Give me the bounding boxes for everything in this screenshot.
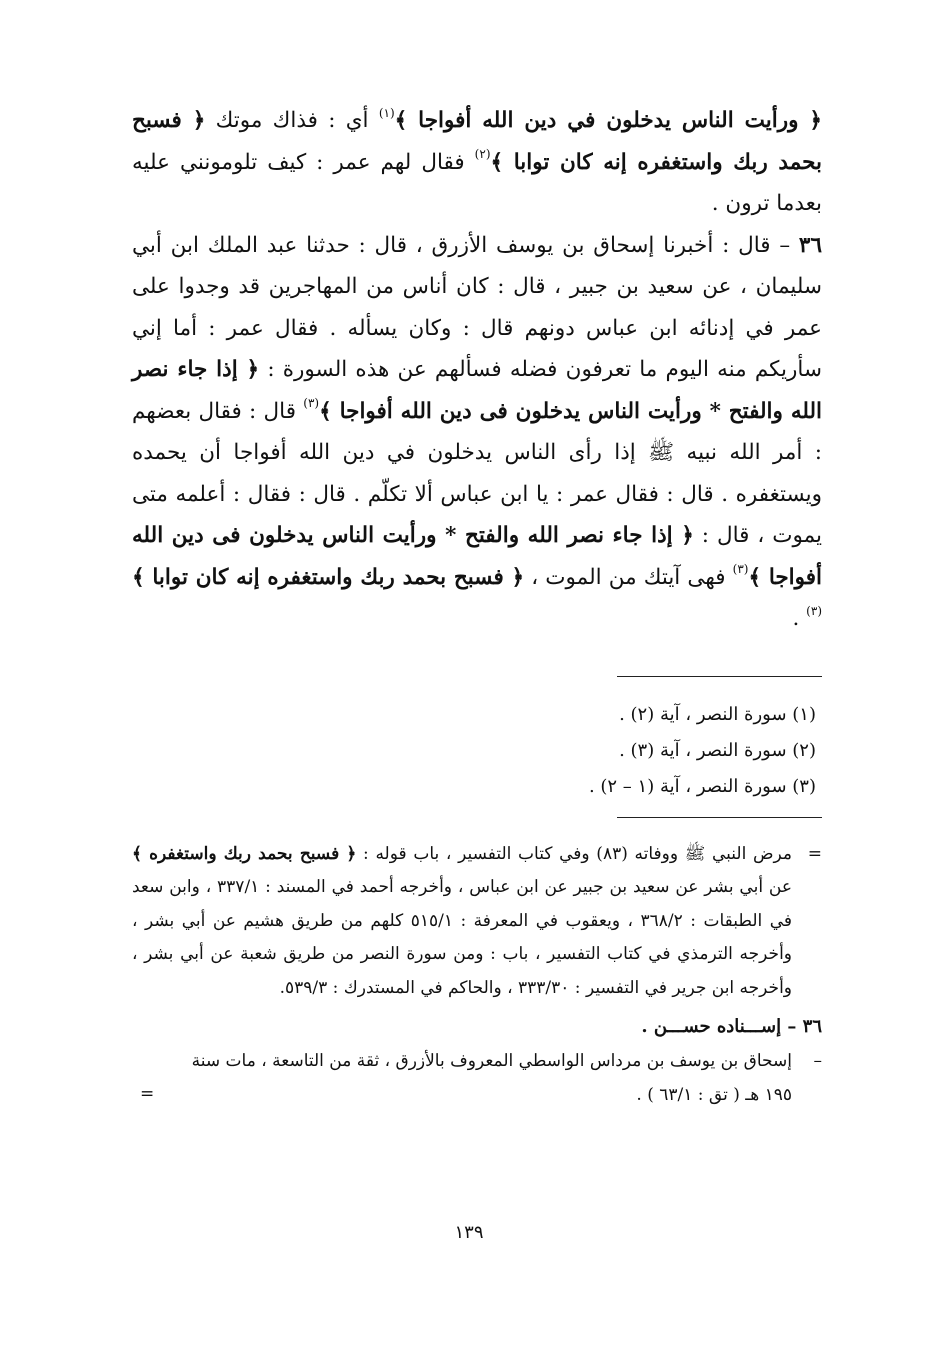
commentary-note <box>132 838 822 1006</box>
narrator-note <box>132 1045 822 1112</box>
paragraph-1 <box>132 100 822 225</box>
quran-verse: ﴿ ورأيت الناس يدخلون في دين الله أفواجا ﴾ <box>394 108 822 133</box>
quran-verse: ﴿ فسبح بحمد ربك واستغفره ﴾ <box>132 843 357 864</box>
narrator-text: إسحاق بن يوسف بن مرداس الواسطي المعروف بالأزرق ، ثقة من التاسعة ، مات سنة ١٩٥ هـ ( تق : ٦٣/١ ) . <box>191 1051 792 1105</box>
commentary-text: مرض النبي ﷺ ووفاته (٨٣) وفي كتاب التفسير ، باب قوله : ﴿ فسبح بحمد ربك واستغفره ﴾ عن أبي بشر عن سعيد بن جبير عن ابن عباس ، وأخرجه أحمد في المسند : ٣٣٧/١ ، وابن سعد في الطبقات : ٣٦٨/٢ ، ويعقوب في المعرفة : ٥١٥/١ كلهم من طريق هشيم عن أبي بشر ، وأخرجه الترمذي في كتاب التفسير ، باب : ومن سورة النصر من طريق شعبة عن أبي بشر ، وأخرجه ابن جرير في التفسير : ٣٣٣/٣٠ ، والحاكم في المستدرك : ٥٣٩/٣. <box>132 843 793 998</box>
footnote-divider <box>617 676 822 677</box>
text: قال : فقال بعضهم : أمر الله نبيه ﷺ إذا رأى الناس يدخلون في دين الله أفواجا أن يحمده ويستغفره . قال : فقال عمر : يا ابن عباس ألا تكلّم . قال : فقال : أعلمه متى يموت ، قال : <box>132 398 822 548</box>
text: . <box>792 606 807 631</box>
paragraph-2 <box>132 225 822 640</box>
text: – قال : أخبرنا إسحاق بن يوسف الأزرق ، قال : حدثنا عبد الملك ابن أبي سليمان ، عن سعيد بن جبير ، قال : كان أناس من المهاجرين قد وجدوا على عمر في إدنائه ابن عباس دونهم قال : وكان يسأله . فقال عمر : أما إني سأريكم منه اليوم ما تعرفون فضله فسألهم عن هذه السورة : <box>132 232 822 382</box>
footnote-ref[interactable]: (١) <box>378 105 395 120</box>
footnote-ref[interactable]: (٣) <box>303 396 320 411</box>
continuation-mark: = <box>807 843 822 864</box>
text: فقال لهم عمر : كيف تلومونني عليه بعدما ترون . <box>132 149 822 216</box>
main-text <box>132 100 822 640</box>
quran-verse: ﴿ إذا جاء نصر الله والفتح * ورأيت الناس يدخلون فى دين الله أفواجا ﴾ <box>132 357 822 424</box>
footnote-ref[interactable]: (٣) <box>806 603 822 618</box>
footnote-2: (٢) سورة النصر ، آية (٣) . <box>619 739 816 761</box>
quran-verse: ﴿ فسبح بحمد ربك واستغفره إنه كان توابا ﴾ <box>132 564 525 590</box>
footnote-1: (١) سورة النصر ، آية (٢) . <box>619 703 816 725</box>
text: أي : فذاك موتك <box>205 108 379 133</box>
footnote-3: (٣) سورة النصر ، آية (١ – ٢) . <box>588 775 816 797</box>
page-number: ١٣٩ <box>454 1222 484 1243</box>
list-dash: – <box>813 1051 822 1071</box>
isnad-heading: ٣٦ – إســـناده حســـن . <box>641 1016 822 1037</box>
page <box>132 100 822 1112</box>
notes-divider <box>617 817 822 818</box>
quran-verse: ﴿ إذا جاء نصر الله والفتح * ورأيت الناس يدخلون فى دين الله أفواجا ﴾ <box>132 523 822 590</box>
footnote-ref[interactable]: (٢) <box>474 147 491 162</box>
continuation-mark: = <box>140 1084 155 1104</box>
text: فهى آيتك من الموت ، <box>524 564 733 590</box>
quran-verse: ﴿ فسبح بحمد ربك واستغفره إنه كان توابا ﴾ <box>132 108 822 175</box>
footnote-ref[interactable]: (٣) <box>732 562 749 577</box>
hadith-number: ٣٦ <box>798 232 822 258</box>
footnotes <box>132 697 822 805</box>
